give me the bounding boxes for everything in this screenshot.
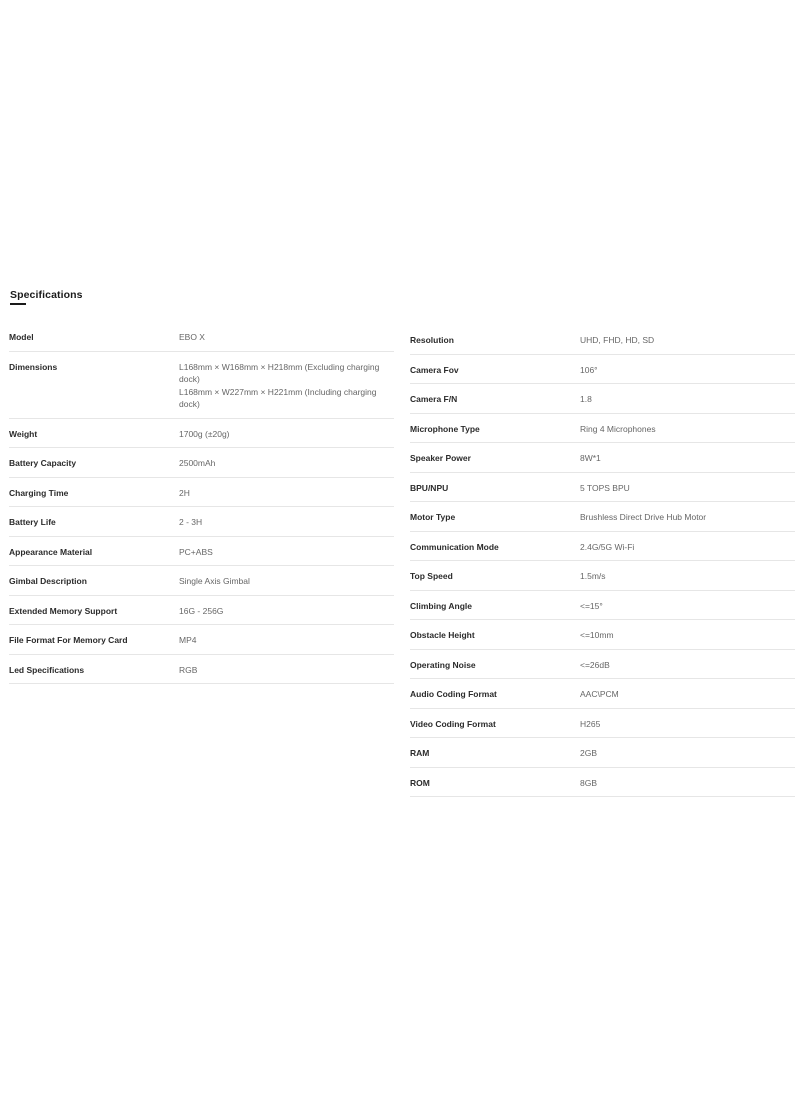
spec-row <box>410 591 795 621</box>
spec-row <box>410 355 795 385</box>
spec-value <box>179 457 394 470</box>
spec-value-line: 106° <box>580 364 598 375</box>
spec-row <box>410 384 795 414</box>
spec-label: Climbing Angle <box>410 600 473 611</box>
spec-value-line: 8W*1 <box>580 453 601 463</box>
spec-label: Top Speed <box>410 571 453 581</box>
spec-label: Appearance Material <box>9 546 93 557</box>
spec-value <box>179 634 394 647</box>
spec-value <box>580 364 795 377</box>
spec-label: Resolution <box>410 335 454 345</box>
spec-value-line: 1.5m/s <box>580 571 606 581</box>
spec-value <box>580 688 795 701</box>
spec-value-line: Ring 4 Microphones <box>580 423 656 434</box>
spec-value <box>179 546 394 559</box>
spec-value <box>580 511 795 524</box>
spec-row <box>9 596 394 626</box>
spec-value <box>179 605 394 618</box>
spec-label: Model <box>9 332 34 342</box>
spec-value <box>179 428 394 441</box>
spec-value <box>580 423 795 436</box>
spec-label: Led Specifications <box>9 664 85 675</box>
spec-row <box>9 322 394 352</box>
spec-row <box>9 478 394 508</box>
spec-row <box>9 537 394 567</box>
spec-label: Camera F/N <box>410 394 458 404</box>
spec-value <box>580 600 795 613</box>
spec-value <box>179 361 394 411</box>
spec-label: Charging Time <box>9 487 69 498</box>
spec-label: Extended Memory Support <box>9 605 118 616</box>
spec-label: ROM <box>410 777 430 788</box>
spec-value-line: <=26dB <box>580 659 610 670</box>
spec-row <box>9 352 394 419</box>
spec-row <box>410 325 795 355</box>
spec-value <box>179 516 394 529</box>
spec-label: Weight <box>9 428 38 439</box>
spec-row <box>410 679 795 709</box>
spec-row <box>9 448 394 478</box>
spec-label: Microphone Type <box>410 423 480 434</box>
spec-value <box>580 452 795 465</box>
spec-label: Speaker Power <box>410 453 471 463</box>
spec-value <box>179 487 394 500</box>
spec-row <box>410 473 795 503</box>
spec-label: Communication Mode <box>410 541 499 552</box>
spec-row <box>410 414 795 444</box>
spec-value <box>179 331 394 344</box>
spec-row <box>9 566 394 596</box>
spec-row <box>410 768 795 798</box>
spec-value-line: 1700g (±20g) <box>179 428 230 439</box>
spec-value-line: 2 - 3H <box>179 517 203 527</box>
spec-value-line: H265 <box>580 718 601 729</box>
spec-label: Battery Capacity <box>9 458 77 468</box>
spec-table-left <box>9 322 394 684</box>
spec-value-line: 1.8 <box>580 394 592 404</box>
spec-row <box>410 620 795 650</box>
spec-row <box>410 502 795 532</box>
spec-row <box>410 443 795 473</box>
spec-value <box>179 575 394 588</box>
spec-value <box>580 482 795 495</box>
spec-value-line: 8GB <box>580 777 598 788</box>
spec-value-line: Single Axis Gimbal <box>179 576 250 586</box>
spec-row <box>410 738 795 768</box>
spec-value <box>580 541 795 554</box>
spec-value-line: EBO X <box>179 332 205 342</box>
spec-value-line: L168mm × W227mm × H221mm (Including charging dock) <box>179 386 377 409</box>
spec-value-line: UHD, FHD, HD, SD <box>580 335 655 345</box>
spec-label: Dimensions <box>9 361 58 372</box>
spec-row <box>410 709 795 739</box>
spec-row <box>410 561 795 591</box>
spec-value-line: PC+ABS <box>179 546 213 557</box>
spec-value <box>580 777 795 790</box>
spec-label: BPU/NPU <box>410 482 449 493</box>
spec-value-line: 2GB <box>580 748 598 758</box>
spec-label: Motor Type <box>410 512 456 522</box>
spec-value-line: 5 TOPS BPU <box>580 482 630 493</box>
spec-value-line: 16G - 256G <box>179 605 224 616</box>
spec-value-line: <=10mm <box>580 630 614 640</box>
spec-row <box>410 532 795 562</box>
spec-value <box>580 747 795 760</box>
spec-value-line: <=15° <box>580 600 603 611</box>
spec-value-line: AAC\PCM <box>580 689 619 699</box>
spec-label: Video Coding Format <box>410 718 496 729</box>
spec-row <box>9 507 394 537</box>
spec-label: Battery Life <box>9 517 56 527</box>
spec-value <box>179 664 394 677</box>
spec-value <box>580 718 795 731</box>
spec-value-line: L168mm × W168mm × H218mm (Excluding charging dock) <box>179 361 380 384</box>
spec-table-right <box>410 325 795 797</box>
spec-label: Obstacle Height <box>410 630 475 640</box>
spec-label: Operating Noise <box>410 659 476 670</box>
spec-value-line: RGB <box>179 664 198 675</box>
spec-value <box>580 393 795 406</box>
spec-value-line: 2H <box>179 487 190 498</box>
spec-value <box>580 570 795 583</box>
spec-label: Gimbal Description <box>9 576 87 586</box>
spec-row <box>9 419 394 449</box>
spec-label: Camera Fov <box>410 364 459 375</box>
spec-value-line: 2500mAh <box>179 458 216 468</box>
spec-row <box>9 655 394 685</box>
spec-value-line: MP4 <box>179 635 197 645</box>
spec-value-line: 2.4G/5G Wi-Fi <box>580 541 635 552</box>
spec-value <box>580 334 795 347</box>
spec-label: Audio Coding Format <box>410 689 497 699</box>
spec-value <box>580 629 795 642</box>
spec-row <box>410 650 795 680</box>
spec-label: RAM <box>410 748 430 758</box>
title-underline <box>10 303 26 305</box>
spec-label: File Format For Memory Card <box>9 635 128 645</box>
section-title: Specifications <box>10 289 83 301</box>
spec-value-line: Brushless Direct Drive Hub Motor <box>580 512 707 522</box>
spec-value <box>580 659 795 672</box>
spec-row <box>9 625 394 655</box>
